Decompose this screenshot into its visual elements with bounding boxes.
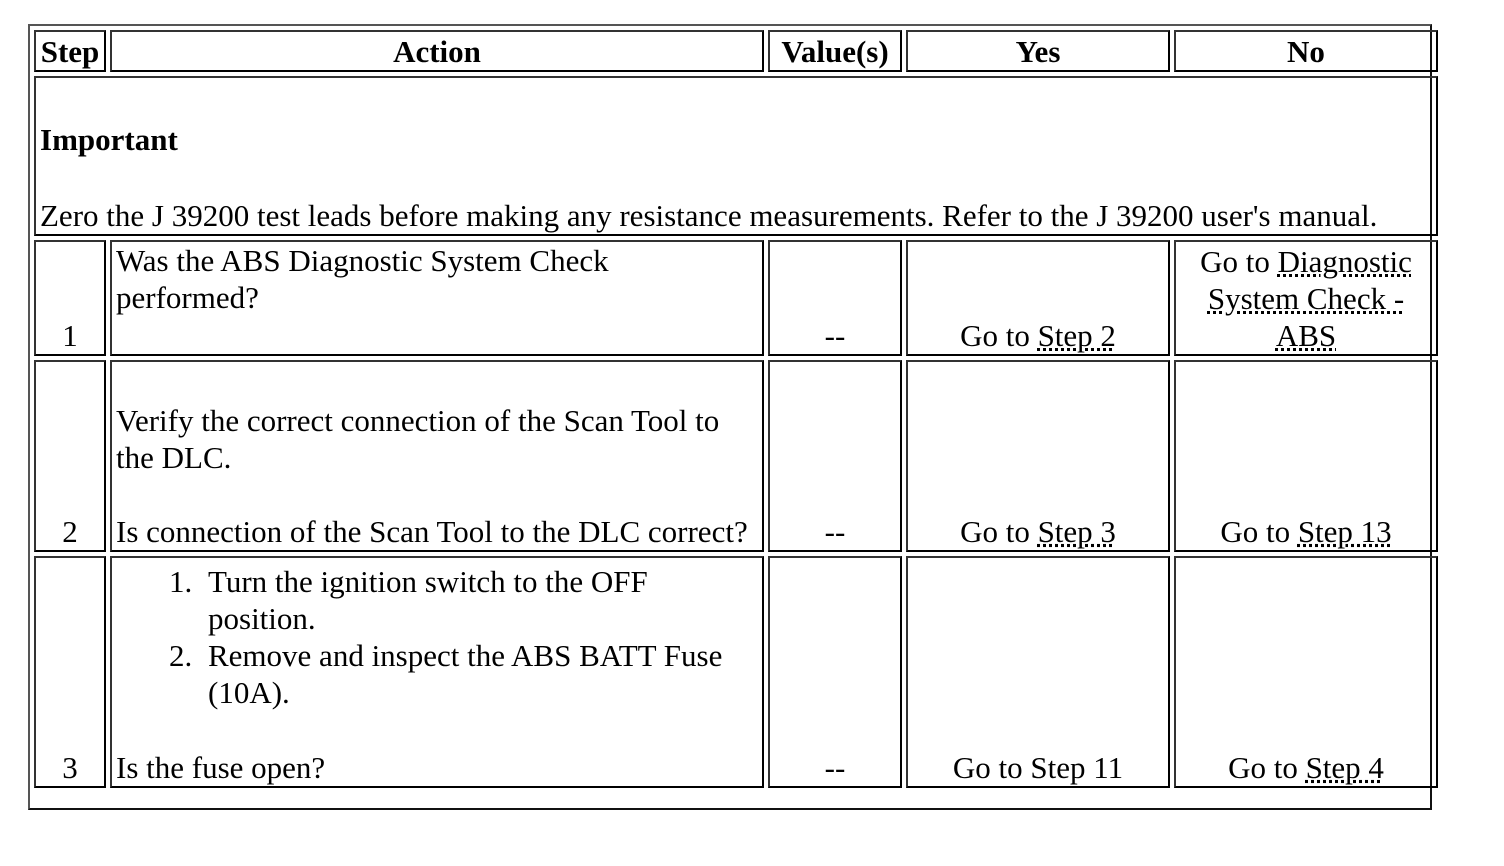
header-values: Value(s) xyxy=(768,30,902,72)
yes-text: Go to Step 11 xyxy=(952,750,1124,785)
value-cell: -- xyxy=(768,240,902,356)
action-cell xyxy=(110,240,764,356)
action-cell xyxy=(110,360,764,552)
action-text: Was the ABS Diagnostic System Check performed? xyxy=(116,243,609,315)
value-cell: -- xyxy=(768,360,902,552)
yes-cell xyxy=(906,360,1170,552)
header-action: Action xyxy=(110,30,764,72)
no-prefix: Go to xyxy=(1228,750,1306,785)
table-row xyxy=(34,240,1438,356)
important-title: Important xyxy=(40,122,178,157)
step-number: 2 xyxy=(34,360,106,552)
action-paragraph: Verify the correct connection of the Scan Tool to the DLC. xyxy=(116,403,720,475)
header-yes: Yes xyxy=(906,30,1170,72)
no-link-step-13[interactable]: Step 13 xyxy=(1297,514,1392,549)
yes-cell xyxy=(906,556,1170,788)
diagnostic-table-frame xyxy=(28,24,1432,810)
header-row xyxy=(34,30,1438,72)
step-number: 1 xyxy=(34,240,106,356)
table-row xyxy=(34,360,1438,552)
no-link-step-4[interactable]: Step 4 xyxy=(1305,750,1384,785)
action-list xyxy=(116,563,758,711)
action-question: Is connection of the Scan Tool to the DLC correct? xyxy=(116,514,748,549)
no-cell xyxy=(1174,360,1438,552)
yes-cell xyxy=(906,240,1170,356)
no-prefix: Go to xyxy=(1220,514,1298,549)
diagnostic-table xyxy=(30,26,1442,792)
action-question: Is the fuse open? xyxy=(116,750,326,785)
header-step: Step xyxy=(34,30,106,72)
header-no: No xyxy=(1174,30,1438,72)
action-list-item: 2. Remove and inspect the ABS BATT Fuse (10A). xyxy=(200,637,758,711)
yes-prefix: Go to xyxy=(960,318,1038,353)
yes-link-step-2[interactable]: Step 2 xyxy=(1037,318,1116,353)
action-cell xyxy=(110,556,764,788)
yes-link-step-3[interactable]: Step 3 xyxy=(1037,514,1116,549)
value-cell: -- xyxy=(768,556,902,788)
important-text: Zero the J 39200 test leads before making any resistance measurements. Refer to the J 39200 user's manual. xyxy=(40,198,1378,233)
table-row xyxy=(34,556,1438,788)
no-cell xyxy=(1174,240,1438,356)
no-cell xyxy=(1174,556,1438,788)
important-row xyxy=(34,76,1438,236)
no-link-diagnostic-system-check[interactable]: Diagnostic System Check - ABS xyxy=(1207,244,1412,353)
no-prefix: Go to xyxy=(1200,244,1278,279)
action-list-item: 1. Turn the ignition switch to the OFF position. xyxy=(200,563,758,637)
important-note xyxy=(34,76,1438,236)
step-number: 3 xyxy=(34,556,106,788)
yes-prefix: Go to xyxy=(960,514,1038,549)
paragraph-gap xyxy=(116,476,758,513)
